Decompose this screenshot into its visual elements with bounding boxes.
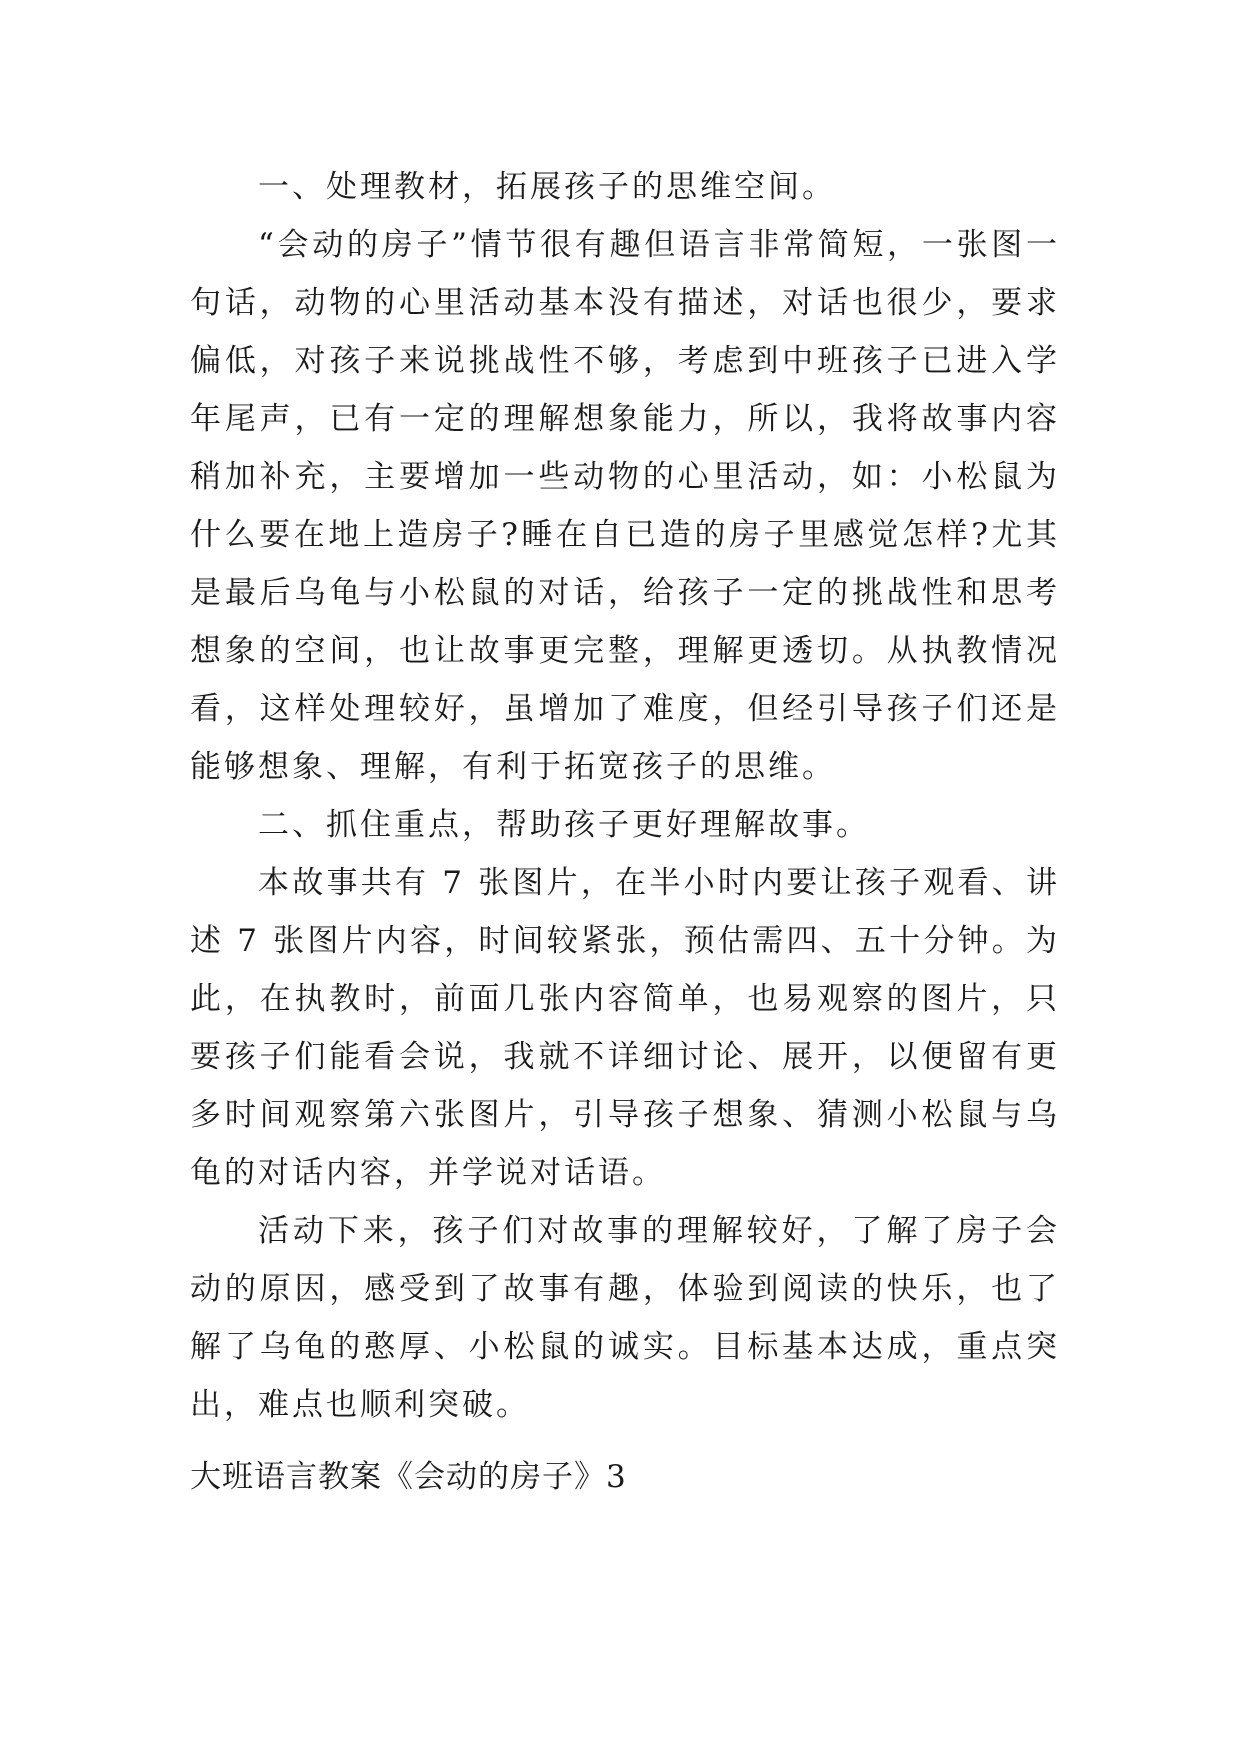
body-paragraph: 活动下来，孩子们对故事的理解较好，了解了房子会动的原因，感受到了故事有趣，体验到阅读的快乐，也了解了乌龟的憨厚、小松鼠的诚实。目标基本达成，重点突出，难点也顺利突破。 <box>190 1213 1060 1423</box>
body-paragraph: “会动的房子”情节很有趣但语言非常简短，一张图一句话，动物的心里活动基本没有描述，对话也很少，要求偏低，对孩子来说挑战性不够，考虑到中班孩子已进入学年尾声，已有一定的理解想象能力，所以，我将故事内容稍加补充，主要增加一些动物的心里活动，如：小松鼠为什么要在地上造房子?睡在自已造的房子里感觉怎样?尤其是最后乌龟与小松鼠的对话，给孩子一定的挑战性和思考想象的空间，也让故事更完整，理解更透切。从执教情况看，这样处理较好，虽增加了难度，但经引导孩子们还是能够想象、理解，有利于拓宽孩子的思维。 <box>190 227 1060 785</box>
body-paragraph: 本故事共有 7 张图片，在半小时内要让孩子观看、讲述 7 张图片内容，时间较紧张，预估需四、五十分钟。为此，在执教时，前面几张内容简单，也易观察的图片，只要孩子们能看会说，我就不详细讨论、展开，以便留有更多时间观察第六张图片，引导孩子想象、猜测小松鼠与乌龟的对话内容，并学说对话语。 <box>190 865 1060 1191</box>
heading-point-two: 二、抓住重点，帮助孩子更好理解故事。 <box>258 807 870 843</box>
heading-point-one: 一、处理教材，拓展孩子的思维空间。 <box>258 169 836 205</box>
document-body <box>190 158 1060 1434</box>
next-section-title: 大班语言教案《会动的房子》3 <box>190 1459 627 1495</box>
